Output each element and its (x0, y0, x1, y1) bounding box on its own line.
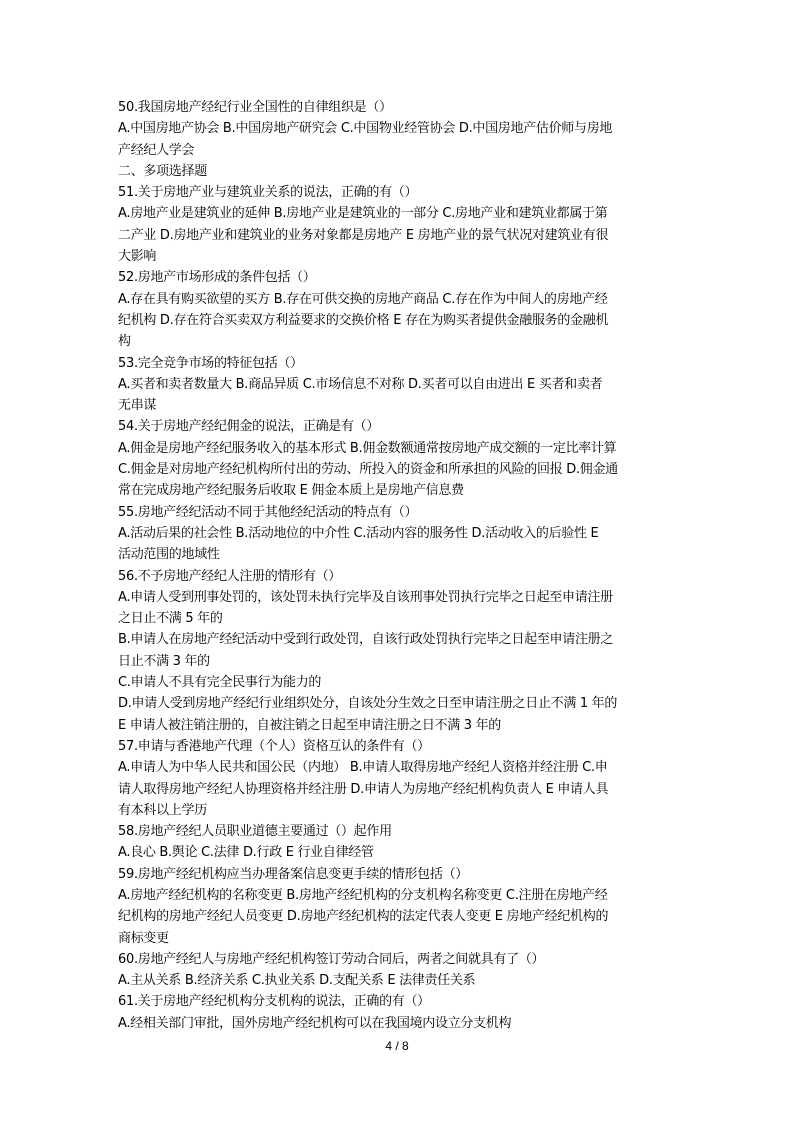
text-line: 54.关于房地产经纪佣金的说法，正确是有（） (118, 419, 380, 435)
text-line: A.房地产业是建筑业的延伸 B.房地产业是建筑业的一部分 C.房地产业和建筑业都属于第 (118, 206, 608, 222)
text-line: 59.房地产经纪机构应当办理备案信息变更手续的情形包括（） (118, 866, 468, 882)
text-line: A.申请人受到刑事处罚的，该处罚未执行完毕及自该刑事处罚执行完毕之日起至申请注册 (118, 589, 613, 605)
text-line: 大影响 (118, 249, 157, 265)
text-line: 二、多项选择题 (118, 163, 207, 179)
text-line: A.佣金是房地产经纪服务收入的基本形式 B.佣金数额通常按房地产成交额的一定比率计算 (118, 440, 617, 456)
text-line: 50.我国房地产经纪行业全国性的自律组织是（） (118, 100, 392, 115)
page-number: 4 / 8 (385, 1039, 409, 1053)
text-line: 60.房地产经纪人与房地产经纪机构签订劳动合同后，两者之间就具有了（） (118, 951, 545, 967)
text-line: A.买者和卖者数量大 B.商品异质 C.市场信息不对称 D.买者可以自由进出 E 买者和卖者 (118, 376, 603, 392)
text-line: 之日止不满 5 年的 (118, 611, 223, 627)
text-line: D.申请人受到房地产经纪行业组织处分，自该处分生效之日至申请注册之日止不满 1 年的 (118, 696, 618, 712)
text-line: 52.房地产市场形成的条件包括（） (118, 270, 316, 286)
text-line: 二产业 D.房地产业和建筑业的业务对象都是房地产 E 房地产业的景气状况对建筑业有很 (118, 227, 609, 243)
text-line: A.良心 B.舆论 C.法律 D.行政 E 行业自律经管 (118, 845, 374, 861)
text-line: 构 (118, 334, 131, 350)
text-line: 无串谋 (118, 398, 157, 414)
text-line: 57.申请与香港地产代理（个人）资格互认的条件有（） (118, 738, 430, 754)
text-line: 商标变更 (118, 930, 169, 946)
document-body (118, 97, 683, 1034)
text-line: 纪机构 D.存在符合买卖双方利益要求的交换价格 E 存在为购买者提供金融服务的金融机 (118, 312, 609, 328)
text-line: 请人取得房地产经纪人协理资格并经注册 D.申请人为房地产经纪机构负责人 E 申请人具 (118, 781, 609, 797)
text-line: A.活动后果的社会性 B.活动地位的中介性 C.活动内容的服务性 D.活动收入的后验性 E (118, 525, 599, 541)
text-line: 产经纪人学会 (118, 142, 195, 158)
text-line: 日止不满 3 年的 (118, 653, 210, 669)
text-line: 纪机构的房地产经纪人员变更 D.房地产经纪机构的法定代表人变更 E 房地产经纪机构的 (118, 909, 609, 925)
text-line: 活动范围的地域性 (118, 547, 220, 563)
text-line: 有本科以上学历 (118, 802, 207, 818)
text-line: A.存在具有购买欲望的买方 B.存在可供交换的房地产商品 C.存在作为中间人的房地产经 (118, 291, 608, 307)
text-line: 56.不予房地产经纪人注册的情形有（） (118, 568, 341, 584)
text-line: B.申请人在房地产经纪活动中受到行政处罚，自该行政处罚执行完毕之日起至申请注册之 (118, 632, 614, 648)
text-line: C.申请人不具有完全民事行为能力的 (118, 675, 322, 691)
text-line: A.中国房地产协会 B.中国房地产研究会 C.中国物业经管协会 D.中国房地产估价师与房地 (118, 121, 613, 137)
text-line: 53.完全竞争市场的特征包括（） (118, 355, 303, 371)
text-line: 58.房地产经纪人员职业道德主要通过（）起作用 (118, 824, 392, 840)
text-line: A.申请人为中华人民共和国公民（内地） B.申请人取得房地产经纪人资格并经注册 C.申 (118, 760, 608, 776)
text-line: 55.房地产经纪活动不同于其他经纪活动的特点有（） (118, 504, 418, 520)
text-line: E 申请人被注销注册的，自被注销之日起至申请注册之日不满 3 年的 (118, 717, 501, 733)
text-line: A.经相关部门审批，国外房地产经纪机构可以在我国境内设立分支机构 (118, 1015, 512, 1031)
text-line: 51.关于房地产业与建筑业关系的说法，正确的有（） (118, 185, 418, 201)
text-line: C.佣金是对房地产经纪机构所付出的劳动、所投入的资金和所承担的风险的回报 D.佣金通 (118, 462, 618, 478)
text-line: A.房地产经纪机构的名称变更 B.房地产经纪机构的分支机构名称变更 C.注册在房地产经 (118, 887, 608, 903)
text-line: 61.关于房地产经纪机构分支机构的说法，正确的有（） (118, 994, 430, 1010)
text-line: A.主从关系 B.经济关系 C.执业关系 D.支配关系 E 法律责任关系 (118, 973, 476, 989)
text-line: 常在完成房地产经纪服务后收取 E 佣金本质上是房地产信息费 (118, 483, 464, 499)
